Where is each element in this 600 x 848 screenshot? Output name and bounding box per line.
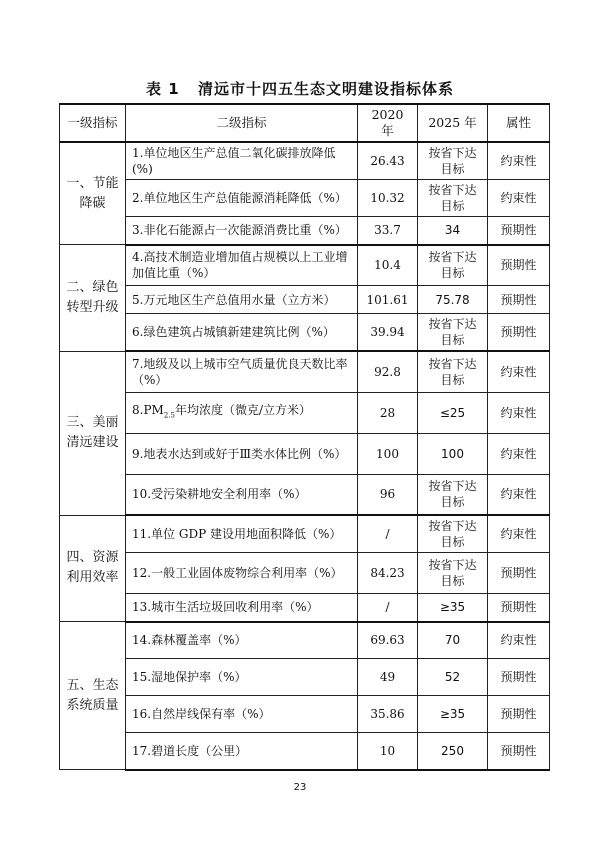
value-2025-cell: [418, 594, 488, 622]
table-row: [60, 392, 550, 433]
value-2025-line: 目标: [440, 266, 465, 281]
value-2025-line: 250: [441, 743, 464, 758]
category-line: 五、生态: [66, 677, 119, 693]
category-line: 系统质量: [66, 697, 119, 713]
value-2020-cell: /: [358, 594, 418, 622]
table-row: [60, 515, 550, 553]
value-2025-line: ≥35: [439, 600, 466, 615]
indicator-cell: 16.自然岸线保有率（%）: [126, 696, 358, 733]
attribute-cell: 预期性: [488, 659, 550, 696]
value-2025-line: 按省下达: [428, 558, 477, 572]
table-row: [60, 351, 550, 392]
indicator-cell: 2.单位地区生产总值能源消耗降低（%）: [126, 180, 358, 217]
attribute-cell: 预期性: [488, 594, 550, 622]
attribute-cell: 约束性: [488, 142, 550, 180]
table-row: [60, 659, 550, 696]
value-2025-line: 目标: [440, 535, 465, 549]
value-2025-cell: [418, 474, 488, 515]
indicator-cell: 9.地表水达到或好于Ⅲ类水体比例（%）: [126, 433, 358, 474]
indicator-text: 年均浓度（微克/立方米）: [174, 402, 311, 417]
table-header-row: [60, 104, 550, 142]
category-line: 利用效率: [66, 570, 119, 586]
attribute-cell: 预期性: [488, 553, 550, 594]
indicator-subscript: 2.5: [163, 411, 175, 420]
category-cell: [60, 351, 126, 515]
value-2025-cell: [418, 622, 488, 659]
value-2025-line: 目标: [440, 574, 465, 588]
category-cell: [60, 622, 126, 770]
category-line: 四、资源: [66, 550, 119, 566]
value-2025-line: 75.78: [435, 292, 470, 307]
category-line: 降碳: [79, 195, 106, 211]
value-2025-line: 按省下达: [428, 519, 477, 533]
attribute-cell: 约束性: [488, 622, 550, 659]
indicator-cell: 7.地级及以上城市空气质量优良天数比率（%）: [126, 351, 358, 392]
value-2025-cell: [418, 314, 488, 352]
value-2025-line: 目标: [440, 372, 465, 387]
value-2020-cell: 96: [358, 474, 418, 515]
table-row: [60, 733, 550, 770]
value-2025-line: 按省下达: [428, 479, 477, 494]
indicator-cell: 15.湿地保护率（%）: [126, 659, 358, 696]
attribute-cell: 约束性: [488, 180, 550, 217]
indicator-cell: [126, 392, 358, 433]
value-2020-cell: /: [358, 515, 418, 553]
indicator-cell: 5.万元地区生产总值用水量（立方米）: [126, 286, 358, 314]
value-2025-cell: [418, 392, 488, 433]
header-attribute: 属性: [488, 104, 550, 142]
table-row: [60, 622, 550, 659]
value-2025-line: 70: [444, 633, 461, 648]
indicator-cell: 17.碧道长度（公里）: [126, 733, 358, 770]
value-2025-cell: [418, 142, 488, 180]
indicator-cell: 10.受污染耕地安全利用率（%）: [126, 474, 358, 515]
category-cell: [60, 245, 126, 352]
value-2025-cell: [418, 553, 488, 594]
value-2025-line: 按省下达: [428, 146, 477, 160]
value-2025-cell: [418, 515, 488, 553]
table-row: [60, 180, 550, 217]
table-row: [60, 594, 550, 622]
value-2025-cell: [418, 433, 488, 474]
attribute-cell: 预期性: [488, 245, 550, 286]
indicator-cell: 3.非化石能源占一次能源消费比重（%）: [126, 217, 358, 245]
table-label: 表 1: [146, 80, 180, 98]
indicator-table: [59, 103, 550, 771]
value-2020-cell: 84.23: [358, 553, 418, 594]
attribute-cell: 约束性: [488, 351, 550, 392]
value-2025-line: 目标: [440, 199, 465, 213]
indicator-cell: 1.单位地区生产总值二氧化碳排放降低(%): [126, 142, 358, 180]
value-2025-cell: [418, 696, 488, 733]
value-2020-cell: 28: [358, 392, 418, 433]
table-row: [60, 286, 550, 314]
table-row: [60, 314, 550, 352]
value-2025-line: 34: [444, 223, 461, 238]
value-2025-line: 按省下达: [428, 356, 477, 371]
value-2025-cell: [418, 180, 488, 217]
attribute-cell: 约束性: [488, 515, 550, 553]
value-2025-line: 100: [441, 446, 464, 461]
header-2020: 2020 年: [358, 104, 418, 142]
value-2025-line: 目标: [440, 162, 465, 176]
indicator-text: 8.PM: [132, 402, 164, 417]
value-2020-cell: 92.8: [358, 351, 418, 392]
value-2020-cell: 101.61: [358, 286, 418, 314]
value-2020-cell: 33.7: [358, 217, 418, 245]
attribute-cell: 预期性: [488, 733, 550, 770]
category-line: 一、节能: [66, 175, 119, 191]
value-2025-line: 按省下达: [428, 317, 477, 331]
value-2025-cell: [418, 351, 488, 392]
indicator-cell: 11.单位 GDP 建设用地面积降低（%）: [126, 515, 358, 553]
category-line: 转型升级: [66, 299, 119, 315]
table-title-text: 清远市十四五生态文明建设指标体系: [197, 80, 454, 98]
header-2025: 2025 年: [418, 104, 488, 142]
value-2025-cell: [418, 217, 488, 245]
table-row: [60, 433, 550, 474]
category-cell: [60, 515, 126, 622]
value-2025-line: ≥35: [439, 707, 466, 721]
value-2020-cell: 69.63: [358, 622, 418, 659]
indicator-cell: 13.城市生活垃圾回收利用率（%）: [126, 594, 358, 622]
attribute-cell: 约束性: [488, 474, 550, 515]
attribute-cell: 预期性: [488, 286, 550, 314]
table-row: [60, 217, 550, 245]
value-2025-line: 按省下达: [428, 183, 477, 197]
table-row: [60, 696, 550, 733]
value-2020-cell: 49: [358, 659, 418, 696]
attribute-cell: 预期性: [488, 314, 550, 352]
value-2025-cell: [418, 245, 488, 286]
value-2025-cell: [418, 286, 488, 314]
value-2020-cell: 100: [358, 433, 418, 474]
attribute-cell: 约束性: [488, 433, 550, 474]
table-title: [0, 78, 600, 99]
value-2025-line: 52: [444, 670, 461, 684]
value-2025-cell: [418, 659, 488, 696]
table-row: [60, 474, 550, 515]
attribute-cell: 预期性: [488, 217, 550, 245]
value-2020-cell: 35.86: [358, 696, 418, 733]
value-2025-cell: [418, 733, 488, 770]
page-number: 23: [293, 782, 307, 793]
value-2020-cell: 10.32: [358, 180, 418, 217]
table-row: [60, 245, 550, 286]
table-row: [60, 142, 550, 180]
attribute-cell: 预期性: [488, 696, 550, 733]
value-2025-line: 按省下达: [428, 250, 477, 265]
attribute-cell: 约束性: [488, 392, 550, 433]
value-2020-cell: 39.94: [358, 314, 418, 352]
header-level1: 一级指标: [60, 104, 126, 142]
value-2025-line: 目标: [440, 495, 465, 510]
indicator-cell: 14.森林覆盖率（%）: [126, 622, 358, 659]
indicator-cell: 4.高技术制造业增加值占规模以上工业增加值比重（%）: [126, 245, 358, 286]
indicator-cell: 12.一般工业固体废物综合利用率（%）: [126, 553, 358, 594]
value-2020-cell: 10: [358, 733, 418, 770]
value-2025-line: ≤25: [439, 405, 466, 420]
category-line: 三、美丽: [66, 415, 119, 430]
value-2020-cell: 26.43: [358, 142, 418, 180]
category-line: 二、绿色: [66, 279, 119, 295]
category-cell: [60, 142, 126, 245]
header-level2: 二级指标: [126, 104, 358, 142]
category-line: 清远建设: [66, 435, 119, 450]
indicator-cell: 6.绿色建筑占城镇新建建筑比例（%）: [126, 314, 358, 352]
value-2020-cell: 10.4: [358, 245, 418, 286]
table-body: [60, 142, 550, 770]
table-row: [60, 553, 550, 594]
value-2025-line: 目标: [440, 333, 465, 347]
